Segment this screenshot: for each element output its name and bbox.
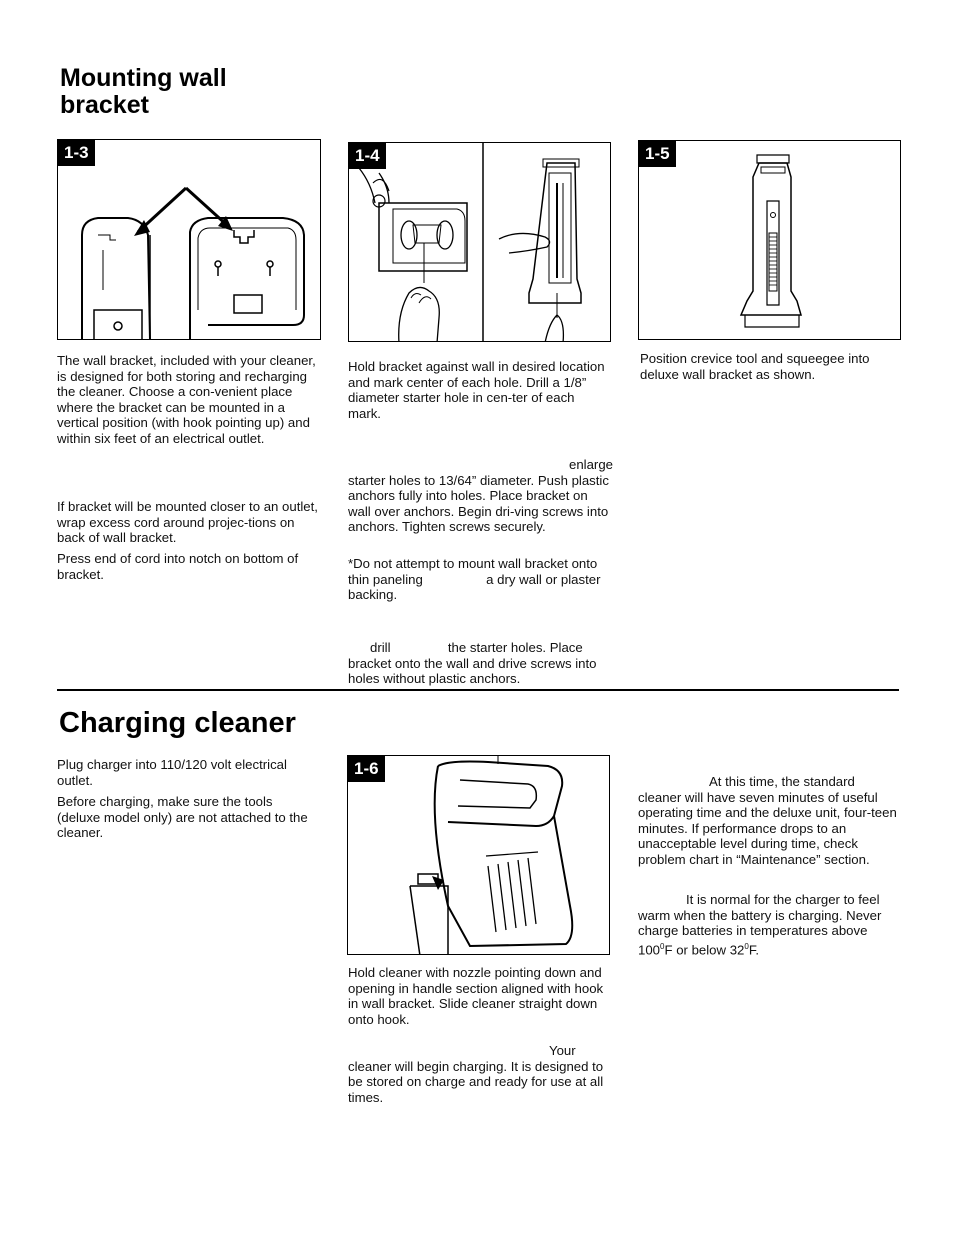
figure-label-1-4: 1-4 xyxy=(349,143,386,169)
right-text-2 xyxy=(638,892,900,958)
title-line-2: bracket xyxy=(60,91,149,119)
section-divider xyxy=(57,689,899,691)
right-text-2a: It is normal for the charger to feel warm when the battery is charging. Never charge batteries in temperatures above 100 xyxy=(638,892,882,958)
fig13-text-2: If bracket will be mounted closer to an outlet, wrap excess cord around projec-tions on back of wall bracket. xyxy=(57,499,318,546)
fig14-text-4b: the starter holes. Place bracket onto the wall and drive screws into holes without plastic anchors. xyxy=(348,640,597,687)
title-line-1: Mounting wall xyxy=(60,64,227,92)
fig14-text-3b: a dry wall or plaster backing. xyxy=(348,571,601,603)
fig14-text-3 xyxy=(348,556,610,603)
fig15-text-1: Position crevice tool and squeegee into deluxe wall bracket as shown. xyxy=(640,351,870,382)
fig16-text-2: Your cleaner will begin charging. It is designed to be stored on charge and ready for use at all times. xyxy=(348,1043,604,1105)
degree-mark-2: 0 xyxy=(744,941,749,951)
right-text-2c: F. xyxy=(748,942,760,958)
fig14-text-4 xyxy=(348,640,610,687)
fig16-text-1: Hold cleaner with nozzle pointing down and opening in handle section aligned with hook in wall bracket. Slide cleaner straight down onto hook. xyxy=(348,965,604,1027)
section-title-mounting xyxy=(60,65,227,119)
figure-1-6-illustration xyxy=(348,756,610,955)
fig14-text-1: Hold bracket against wall in desired location and mark center of each hole. Drill a 1/8” diameter starter hole in cen-ter of each mark. xyxy=(348,359,605,421)
fig13-text-1: The wall bracket, included with your cleaner, is designed for both storing and recharging the cleaner. Choose a con-venient place where the bracket can be mounted in a vertical position (with hook pointing up) and within six feet of an electrical outlet. xyxy=(57,353,316,446)
figure-1-4-illustration xyxy=(349,143,611,342)
fig14-text-3a: *Do not attempt to mount wall bracket onto thin paneling xyxy=(348,556,598,587)
figure-1-4 xyxy=(348,142,611,342)
fig14-text-2: enlarge starter holes to 13/64” diameter. Push plastic anchors fully into holes. Place bracket on wall over anchors. Begin dri-ving screws into anchors. Tighten screws securely. xyxy=(348,457,613,535)
figure-1-3-illustration xyxy=(58,140,321,340)
figure-1-5 xyxy=(638,140,901,340)
right-text-1: At this time, the standard cleaner will have seven minutes of useful operating time and the deluxe unit, four-teen minutes. If performance drops to an unacceptable level during time, check problem chart in “Maintenance” section. xyxy=(638,774,897,867)
fig13-text-3: Press end of cord into notch on bottom of bracket. xyxy=(57,551,299,582)
right-text-2b: F or below 32 xyxy=(664,942,745,958)
figure-label-1-3: 1-3 xyxy=(58,140,95,166)
figure-1-5-illustration xyxy=(639,141,901,340)
charging-text-1: Plug charger into 110/120 volt electrical outlet. xyxy=(57,757,287,788)
figure-label-1-5: 1-5 xyxy=(639,141,676,167)
degree-mark-1: 0 xyxy=(660,941,665,951)
figure-1-3 xyxy=(57,139,321,340)
charging-text-2: Before charging, make sure the tools (deluxe model only) are not attached to the cleaner. xyxy=(57,794,308,841)
section-title-charging: Charging cleaner xyxy=(59,707,296,739)
fig14-text-4a: drill xyxy=(370,640,391,655)
figure-1-6 xyxy=(347,755,610,955)
figure-label-1-6: 1-6 xyxy=(348,756,385,782)
